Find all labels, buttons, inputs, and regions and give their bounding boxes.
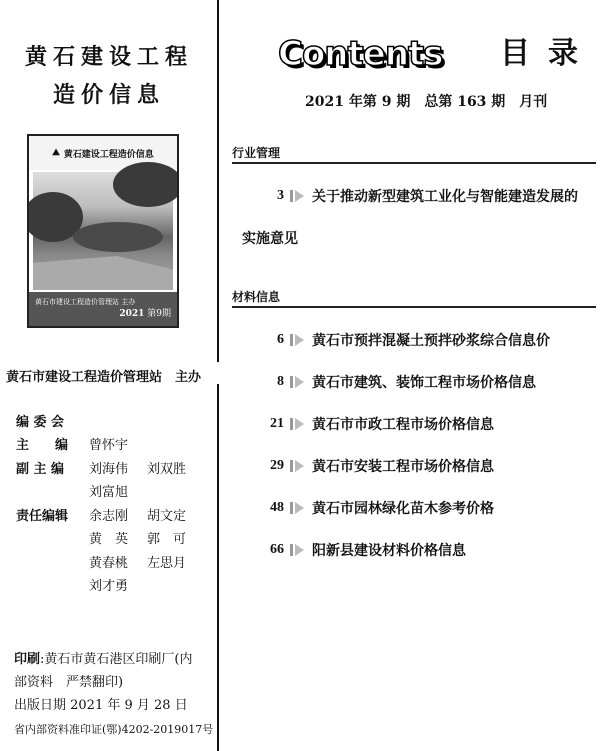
toc-entry[interactable] (240, 330, 600, 350)
toc-entry[interactable] (240, 498, 600, 518)
print-line2: 部资料 严禁翻印) (14, 675, 124, 690)
arrow-marker-icon (290, 417, 306, 431)
arrow-marker-icon (290, 543, 306, 557)
editor-name: 曾怀宇 (89, 438, 129, 453)
editor-name: 刘富旭 (89, 485, 129, 500)
editor-name: 余志刚 (89, 508, 129, 524)
editor-name: 黄春桃 (89, 555, 129, 571)
section-heading: 材料信息 (232, 290, 281, 304)
column-divider-bottom (217, 384, 219, 751)
page-number: 66 (270, 542, 284, 557)
cover-footer-publisher: 黄石市建设工程造价管理站 主办 (35, 298, 136, 306)
cover-footer-year: 2021 (119, 309, 145, 319)
entry-title: 黄石市市政工程市场价格信息 (312, 417, 494, 433)
page-number: 29 (270, 458, 284, 473)
editorial-role: 责任编辑 (16, 508, 69, 524)
editor-name: 左思月 (147, 555, 187, 571)
license-number: 省内部资料准印证(鄂)4202-2019017号 (14, 723, 214, 736)
editorial-role: 副 主 编 (16, 461, 65, 477)
print-line1: :黄石市黄石港区印刷厂(内 (40, 652, 193, 667)
editor-name: 黄 英 (89, 532, 129, 547)
arrow-marker-icon (290, 333, 306, 347)
cover-title: 黄石建设工程造价信息 (63, 149, 154, 160)
editor-name: 胡文定 (147, 508, 187, 524)
editor-name: 刘双胜 (147, 461, 187, 477)
print-label: 印刷 (14, 652, 41, 667)
page-number: 21 (270, 416, 284, 431)
editor-name: 郭 可 (147, 532, 187, 547)
page-number: 3 (277, 188, 284, 203)
entry-title: 阳新县建设材料价格信息 (312, 543, 466, 559)
editorial-role: 主 编 (16, 438, 69, 453)
editorial-committee-label: 编 委 会 (16, 415, 65, 430)
toc-entry[interactable] (240, 456, 600, 476)
entry-title: 黄石市预拌混凝土预拌砂浆综合信息价 (312, 333, 550, 349)
toc-entry[interactable] (240, 186, 600, 206)
entry-title: 关于推动新型建筑工业化与智能建造发展的 (312, 189, 578, 205)
editor-name: 刘才勇 (89, 579, 129, 594)
publication-title-line1: 黄石建设工程 (24, 44, 193, 70)
publication-title-line2: 造价信息 (52, 82, 165, 108)
cover-photo (33, 172, 173, 290)
page-number: 6 (277, 332, 284, 347)
toc-entry[interactable] (240, 540, 600, 560)
cover-image (27, 134, 179, 328)
mulu-heading: 目录 (500, 36, 596, 71)
contents-heading: Contents (278, 34, 443, 74)
issue-info: 2021 年第 9 期 总第 163 期 月刊 (305, 94, 548, 110)
cover-footer-issue: 第9期 (147, 309, 171, 319)
toc-entry[interactable] (240, 372, 600, 392)
page-number: 8 (277, 374, 284, 389)
arrow-marker-icon (290, 459, 306, 473)
entry-title: 黄石市安装工程市场价格信息 (312, 459, 494, 475)
section-heading: 行业管理 (232, 146, 281, 160)
arrow-marker-icon (290, 189, 306, 203)
arrow-marker-icon (290, 375, 306, 389)
toc-entry[interactable] (240, 414, 600, 434)
editor-name: 刘海伟 (89, 461, 129, 477)
host-organization: 黄石市建设工程造价管理站 主办 (6, 370, 202, 385)
entry-title-continuation: 实施意见 (242, 231, 298, 247)
publish-date: 出版日期 2021 年 9 月 28 日 (14, 698, 188, 713)
logo-icon: ⛰ (52, 148, 60, 158)
arrow-marker-icon (290, 501, 306, 515)
page-number: 48 (270, 500, 284, 515)
section-rule (232, 306, 596, 308)
entry-title: 黄石市园林绿化苗木参考价格 (312, 501, 494, 517)
section-rule (232, 162, 596, 164)
entry-title: 黄石市建筑、装饰工程市场价格信息 (312, 375, 536, 391)
